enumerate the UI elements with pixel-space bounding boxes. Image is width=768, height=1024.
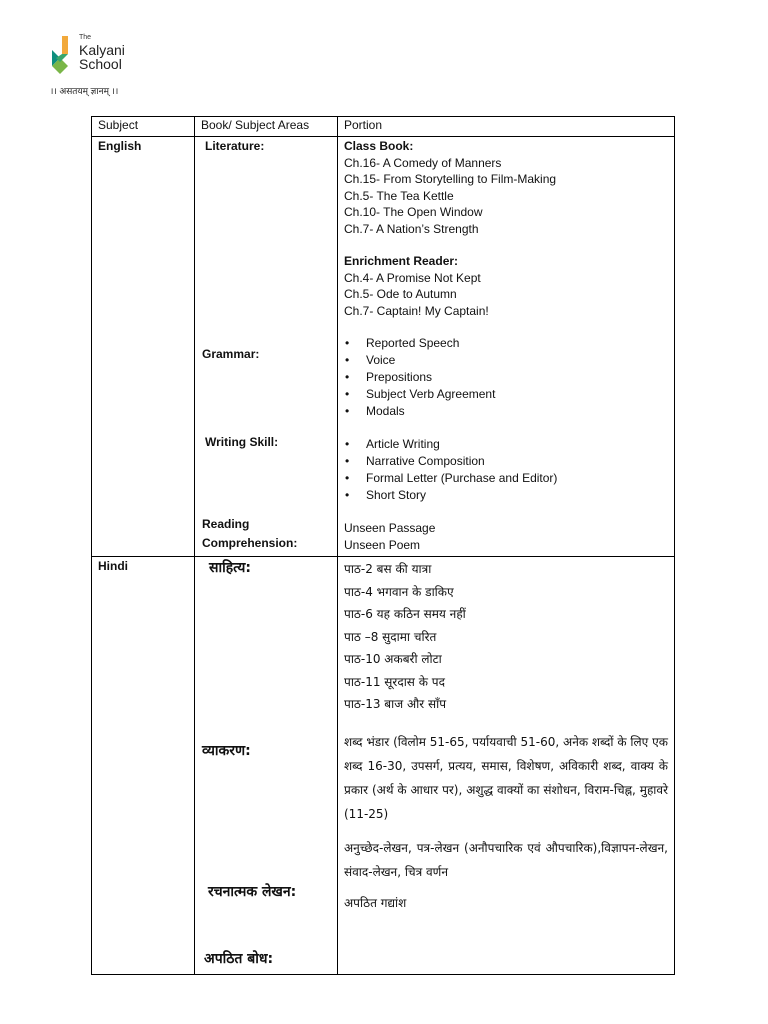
list-item: पाठ-2 बस की यात्रा bbox=[344, 562, 432, 576]
hindi-areas-cell bbox=[195, 557, 338, 975]
list-item: Ch.5- The Tea Kettle bbox=[344, 188, 454, 203]
kalyani-logo-icon bbox=[48, 32, 78, 84]
table-header-row bbox=[92, 117, 675, 137]
school-logo bbox=[48, 32, 168, 100]
writing-list bbox=[344, 436, 668, 504]
label-vyakaran: व्याकरण: bbox=[202, 743, 251, 759]
list-item: • Reported Speech bbox=[344, 335, 668, 352]
vyakaran-text: शब्द भंडार (विलोम 51-65, पर्यायवाची 51-60, अनेक शब्दों के लिए एक शब्द 16-30, उपसर्ग, प्रत्यय, समास, विशेषण, अविकारी शब्द, वाक्य के प्रकार (अर्थ के आधार पर), अशुद्ध वाक्यों का संशोधन, विराम-चिह्न, मुहावरे (11-25) bbox=[344, 734, 668, 821]
list-item: • Voice bbox=[344, 352, 668, 369]
list-item: Ch.5- Ode to Autumn bbox=[344, 287, 457, 301]
list-item: पाठ-10 अकबरी लोटा bbox=[344, 652, 442, 666]
subject-english: English bbox=[98, 139, 142, 153]
logo-school-name bbox=[79, 43, 125, 71]
hindi-row bbox=[92, 557, 675, 975]
logo-name-line2: School bbox=[79, 56, 122, 72]
label-grammar: Grammar: bbox=[202, 347, 260, 361]
syllabus-table bbox=[91, 116, 675, 975]
header-subject: Subject bbox=[92, 117, 195, 137]
list-item: Ch.10- The Open Window bbox=[344, 205, 483, 219]
grammar-list bbox=[344, 335, 668, 420]
logo-the-text: The bbox=[79, 34, 92, 41]
english-row bbox=[92, 137, 675, 557]
english-subject-cell bbox=[92, 137, 195, 557]
label-apathit: अपठित बोध: bbox=[204, 951, 274, 967]
english-portion-cell bbox=[338, 137, 675, 557]
list-item: • Narrative Composition bbox=[344, 453, 668, 470]
header-book-areas: Book/ Subject Areas bbox=[195, 117, 338, 137]
list-item: पाठ-13 बाज और साँप bbox=[344, 697, 447, 711]
logo-name-line1: Kalyani bbox=[79, 42, 125, 58]
label-reading-2: Comprehension: bbox=[202, 536, 298, 550]
label-literature: Literature: bbox=[205, 139, 265, 153]
hindi-portion-cell bbox=[338, 557, 675, 975]
header-portion: Portion bbox=[338, 117, 675, 137]
apathit-text: अपठित गद्यांश bbox=[344, 895, 407, 910]
list-item: Ch.7- Captain! My Captain! bbox=[344, 303, 489, 318]
list-item: • Prepositions bbox=[344, 369, 668, 386]
label-writing-skill: Writing Skill: bbox=[205, 435, 279, 449]
list-item: पाठ-11 सूरदास के पद bbox=[344, 674, 445, 689]
label-reading-1: Reading bbox=[202, 517, 250, 531]
english-areas-cell bbox=[195, 137, 338, 557]
list-item: Ch.15- From Storytelling to Film-Making bbox=[344, 172, 557, 186]
class-book-heading: Class Book: bbox=[344, 139, 414, 153]
list-item: पाठ-6 यह कठिन समय नहीं bbox=[344, 607, 466, 621]
label-sahitya: साहित्य: bbox=[209, 560, 251, 576]
list-item: • Modals bbox=[344, 403, 668, 420]
list-item: पाठ –8 सुदामा चरित bbox=[344, 629, 437, 644]
list-item: पाठ-4 भगवान के डाकिए bbox=[344, 584, 454, 599]
list-item: Ch.7- A Nation’s Strength bbox=[344, 221, 479, 236]
label-rachnatmak: रचनात्मक लेखन: bbox=[208, 884, 297, 900]
enrichment-heading: Enrichment Reader: bbox=[344, 254, 459, 268]
subject-hindi: Hindi bbox=[98, 559, 128, 573]
list-item: Unseen Poem bbox=[344, 537, 421, 552]
list-item: Ch.4- A Promise Not Kept bbox=[344, 270, 481, 285]
hindi-subject-cell bbox=[92, 557, 195, 975]
school-motto: ।। असतयम् ज्ञानम् ।। bbox=[50, 86, 119, 96]
list-item: • Short Story bbox=[344, 487, 668, 504]
rachnatmak-text: अनुच्छेद-लेखन, पत्र-लेखन (अनौपचारिक एवं औपचारिक),विज्ञापन-लेखन, संवाद-लेखन, चित्र वर्णन bbox=[344, 840, 668, 879]
list-item: Ch.16- A Comedy of Manners bbox=[344, 155, 502, 170]
list-item: Unseen Passage bbox=[344, 521, 436, 535]
list-item: • Article Writing bbox=[344, 436, 668, 453]
list-item: • Subject Verb Agreement bbox=[344, 386, 668, 403]
list-item: • Formal Letter (Purchase and Editor) bbox=[344, 470, 668, 487]
